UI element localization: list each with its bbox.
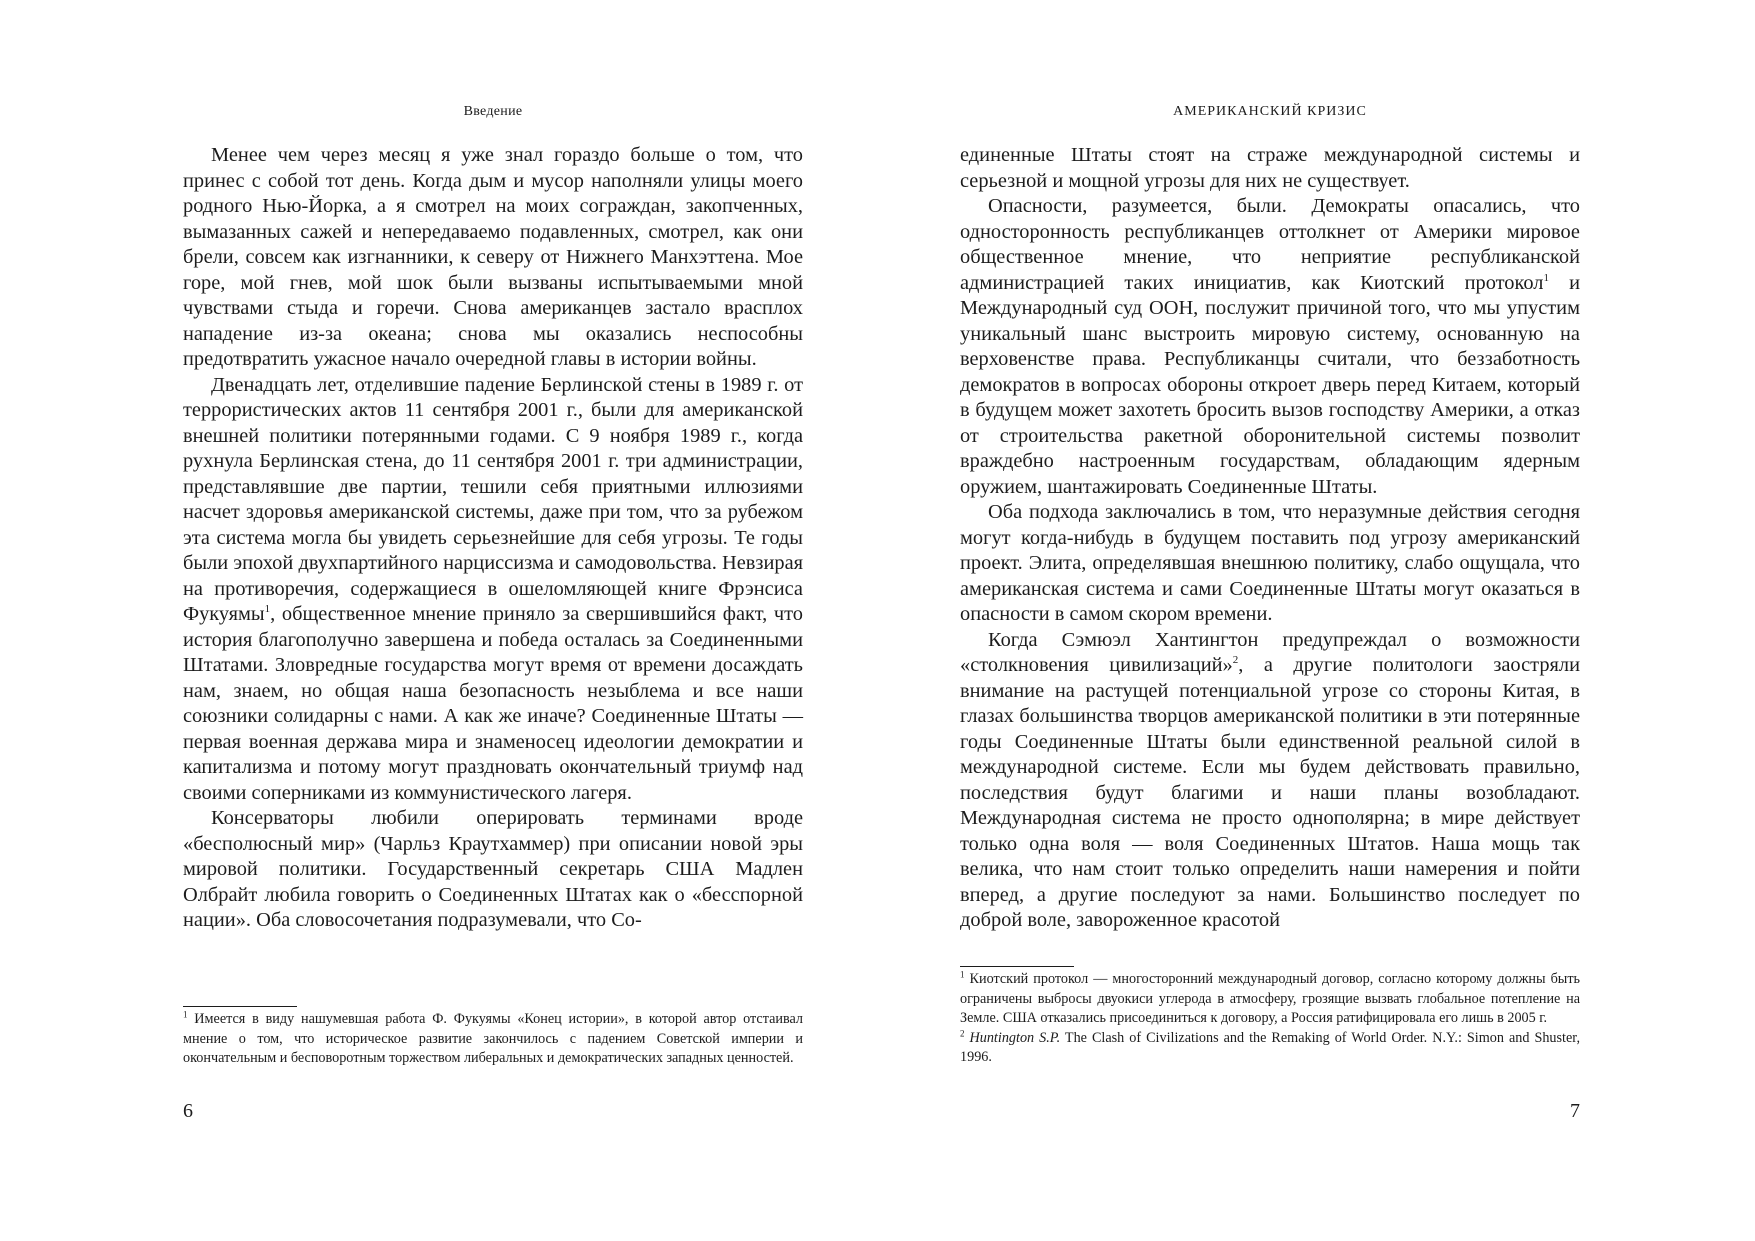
right-paragraph-4-text: Когда Сэмюэл Хантингтон предупреждал о возможности «столкновения цивилизаций» — [960, 628, 1580, 676]
left-paragraph-3: Консерваторы любили оперировать терминами вроде «бесполюсный мир» (Чарльз Краутхаммер) при описании новой эры мировой политики. Государственный секретарь США Мадлен Олбрайт любила говорить о Соединенных Штатах как о «бесспорной нации». Оба словосочетания подразумевали, что Со- — [183, 807, 803, 931]
right-paragraph-4-cont: , а другие политологи заостряли внимание на растущей потенциальной угрозе со стороны Китая, в глазах большинства творцов американской политики в эти потерянные годы Соединенные Штаты были единственной реальной силой в международной системе. Если мы будем действовать правильно, последствия будут благими и наши планы возобладают. Международная система не просто однополярна; в мире действует только одна воля — воля Соединенных Штатов. Наша мощь так велика, что нам стоит только определить наши намерения и пойти вперед, а другие последуют за нами. Большинство последует по доброй воле, завороженное красотой — [960, 654, 1580, 931]
right-paragraph-3: Оба подхода заключались в том, что неразумные действия сегодня могут когда-нибудь в будущем поставить под угрозу американский проект. Элита, определявшая внешнюю политику, слабо ощущала, что американская система и сами Соединенные Штаты могут оказаться в опасности в самом скором времени. — [960, 501, 1580, 625]
footnote-ref-1: 1 — [264, 603, 271, 616]
footnote-ref-2: 2 — [1232, 654, 1239, 667]
right-paragraph-4 — [960, 628, 1580, 934]
right-footnote-2-text: The Clash of Civilizations and the Remaking of World Order. N.Y.: Simon and Shuster, 1996. — [960, 1029, 1580, 1065]
footnote-mark-1: 1 — [960, 969, 965, 980]
left-footnote-1-text: Имеется в виду нашумевшая работа Ф. Фукуямы «Конец истории», в которой автор отстаивал мнение о том, что историческое развитие закончилось с падением Советской империи и окончательным и бесповоротным торжеством либеральных и демократических западных ценностей. — [183, 1011, 803, 1066]
page-number-left: 6 — [183, 1100, 193, 1122]
running-head-left: Введение — [463, 104, 523, 119]
right-paragraph-2 — [960, 194, 1580, 500]
page-number-right: 7 — [1570, 1100, 1580, 1122]
left-paragraph-2 — [183, 373, 803, 807]
left-page — [183, 0, 803, 1241]
running-head-right: АМЕРИКАНСКИЙ КРИЗИС — [1173, 104, 1367, 119]
footnote-mark-2: 2 — [960, 1027, 965, 1038]
footnote-ref-1: 1 — [1543, 271, 1549, 284]
right-page — [960, 0, 1580, 1241]
left-paragraph-2-cont: , общественное мнение приняло за свершившийся факт, что история благополучно завершена и победа осталась за Соединенными Штатами. Зловредные государства могут время от времени досаждать нам, знаем, но общая наша безопасность незыблема и все наши союзники солидарны с нами. А как же иначе? Соединенные Штаты — первая военная держава мира и знаменосец идеологии демократии и капитализма и потому могут праздновать окончательный триумф над своими соперниками из коммунистического лагеря. — [183, 603, 803, 804]
left-footnote-1 — [183, 1010, 803, 1069]
right-footnote-2 — [960, 1029, 1580, 1068]
right-paragraph-2-text: Опасности, разумеется, были. Демократы опасались, что односторонность республиканцев оттолкнет от Америки мировое общественное мнение, что неприятие республиканской администрацией таких инициатив, как Киотский протокол — [960, 195, 1580, 294]
right-paragraph-1: единенные Штаты стоят на страже международной системы и серьезной и мощной угрозы для них не существует. — [960, 144, 1580, 192]
left-footnotes — [183, 1010, 803, 1069]
left-body-text — [183, 143, 803, 934]
right-body-text — [960, 143, 1580, 934]
left-paragraph-1: Менее чем через месяц я уже знал гораздо больше о том, что принес с собой тот день. Когда дым и мусор наполняли улицы моего родного Нью-Йорка, а я смотрел на моих сограждан, закопченных, вымазанных сажей и непередаваемо подавленных, смотрел, как они брели, совсем как изгнанники, к северу от Нижнего Манхэттена. Мое горе, мой гнев, мой шок были вызваны испытываемыми мной чувствами стыда и горечи. Снова американцев застало врасплох нападение из-за океана; снова мы оказались неспособны предотвратить ужасное начало очередной главы в истории войны. — [183, 144, 803, 370]
right-footnotes — [960, 970, 1580, 1068]
right-footnote-1-text: Киотский протокол — многосторонний международный договор, согласно которому должны быть ограничены выбросы двуокиси углерода в атмосферу, грозящие вызвать глобальное потепление на Земле. США отказались присоединиться к договору, а Россия ратифицировала его лишь в 2005 г. — [960, 971, 1580, 1026]
footnote-rule-right — [960, 966, 1074, 967]
footnote-mark-1: 1 — [183, 1009, 188, 1020]
left-paragraph-2-text: Двенадцать лет, отделившие падение Берлинской стены в 1989 г. от террористических актов 11 сентября 2001 г., были для американской внешней политики потерянными годами. С 9 ноября 1989 г., когда рухнула Берлинская стена, до 11 сентября 2001 г. три администрации, представлявшие две партии, тешили себя приятными иллюзиями насчет здоровья американской системы, даже при том, что за рубежом эта система могла бы увидеть серьезнейшие для себя угрозы. Те годы были эпохой двухпартийного нарциссизма и самодовольства. Невзирая на противоречия, содержащиеся в ошеломляющей книге Фрэнсиса Фукуямы — [183, 373, 803, 625]
right-footnote-1 — [960, 970, 1580, 1029]
footnote-author: Huntington S.P. — [969, 1029, 1061, 1046]
right-paragraph-2-cont: и Международный суд ООН, послужит причиной того, что мы упустим уникальный шанс выстроить мировую систему, основанную на верховенстве права. Республиканцы считали, что беззаботность демократов в вопросах обороны откроет дверь перед Китаем, который в будущем может захотеть бросить вызов господству Америки, а отказ от строительства ракетной оборонительной системы позволит враждебно настроенным государствам, обладающим ядерным оружием, шантажировать Соединенные Штаты. — [960, 271, 1581, 498]
footnote-rule-left — [183, 1006, 297, 1007]
